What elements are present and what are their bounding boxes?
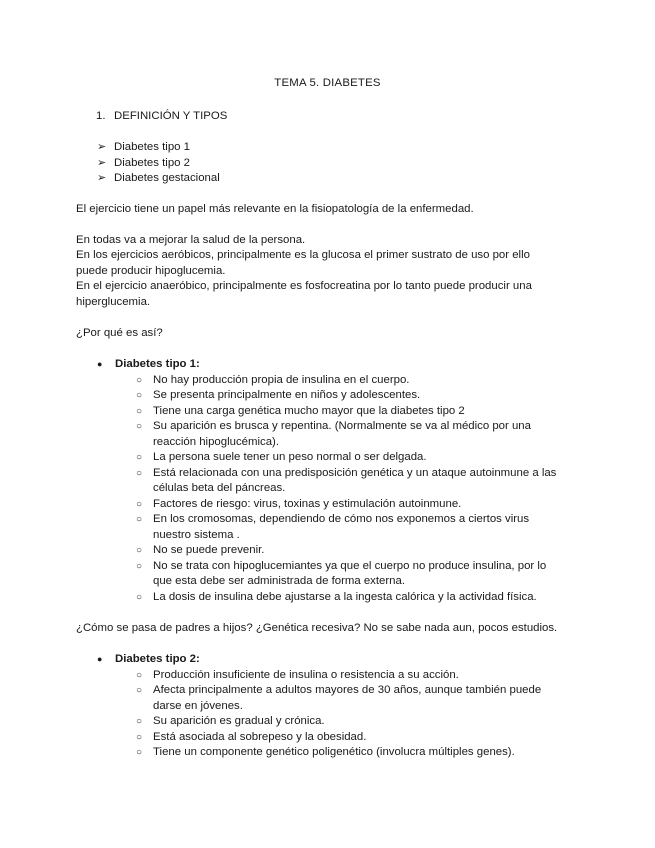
paragraph-line: puede producir hipoglucemia. xyxy=(76,265,226,277)
sub-list-item-continuation: nuestro sistema . xyxy=(153,529,240,541)
sub-list-item-continuation: que esta debe ser administrada de forma externa. xyxy=(153,575,406,587)
circle-bullet-icon: ○ xyxy=(136,561,143,572)
list-item: ➢ Diabetes gestacional xyxy=(97,172,220,184)
circle-bullet-icon: ○ xyxy=(136,670,143,681)
paragraph: El ejercicio tiene un papel más relevante en la fisiopatología de la enfermedad. xyxy=(76,203,474,215)
sub-list-item: ○ No se puede prevenir. xyxy=(136,544,265,556)
sub-list-item: ○ Tiene una carga genética mucho mayor que la diabetes tipo 2 xyxy=(136,405,465,417)
list-heading: ● Diabetes tipo 1: xyxy=(97,358,200,370)
sub-list-item: ○ No hay producción propia de insulina en el cuerpo. xyxy=(136,374,410,386)
sub-list-item: ○ Afecta principalmente a adultos mayores de 30 años, aunque también puede xyxy=(136,684,542,696)
paragraph-line: En todas va a mejorar la salud de la persona. xyxy=(76,234,306,246)
circle-bullet-icon: ○ xyxy=(136,499,143,510)
sub-list-item: ○ Está asociada al sobrepeso y la obesidad. xyxy=(136,731,367,743)
sub-list-item: ○ Su aparición es brusca y repentina. (Normalmente se va al médico por una xyxy=(136,420,531,432)
sub-list-item: ○ La dosis de insulina debe ajustarse a la ingesta calórica y la actividad física. xyxy=(136,591,537,603)
circle-bullet-icon: ○ xyxy=(136,545,143,556)
circle-bullet-icon: ○ xyxy=(136,406,143,417)
sub-list-item-continuation: reacción hipoglucémica). xyxy=(153,436,279,448)
section-heading xyxy=(96,109,227,124)
circle-bullet-icon: ○ xyxy=(136,390,143,401)
sub-list-item: ○ Está relacionada con una predisposición genética y un ataque autoinmune a las xyxy=(136,467,557,479)
section-heading-text: DEFINICIÓN Y TIPOS xyxy=(114,110,228,122)
circle-bullet-icon: ○ xyxy=(136,375,143,386)
circle-bullet-icon: ○ xyxy=(136,592,143,603)
list-item: ➢ Diabetes tipo 2 xyxy=(97,157,190,169)
circle-bullet-icon: ○ xyxy=(136,421,143,432)
circle-bullet-icon: ○ xyxy=(136,747,143,758)
list-heading: ● Diabetes tipo 2: xyxy=(97,653,200,665)
circle-bullet-icon: ○ xyxy=(136,732,143,743)
question-text: ¿Por qué es así? xyxy=(76,327,163,339)
paragraph-line: En los ejercicios aeróbicos, principalmente es la glucosa el primer sustrato de uso por ello xyxy=(76,249,530,261)
sub-list-item: ○ Factores de riesgo: virus, toxinas y estimulación autoinmune. xyxy=(136,498,462,510)
sub-list-item-continuation: células beta del páncreas. xyxy=(153,482,286,494)
section-number: 1. xyxy=(96,110,106,122)
list-item: ➢ Diabetes tipo 1 xyxy=(97,141,190,153)
sub-list-item: ○ Se presenta principalmente en niños y adolescentes. xyxy=(136,389,421,401)
paragraph: ¿Cómo se pasa de padres a hijos? ¿Genética recesiva? No se sabe nada aun, pocos estudios. xyxy=(76,622,558,634)
sub-list-item: ○ Tiene un componente genético poligenético (involucra múltiples genes). xyxy=(136,746,515,758)
sub-list-item: ○ No se trata con hipoglucemiantes ya que el cuerpo no produce insulina, por lo xyxy=(136,560,547,572)
page-title: TEMA 5. DIABETES xyxy=(274,77,381,89)
arrow-bullet-icon: ➢ xyxy=(97,157,107,169)
circle-bullet-icon: ○ xyxy=(136,452,143,463)
bullet-icon: ● xyxy=(97,654,103,664)
paragraph-line: En el ejercicio anaeróbico, principalmente es fosfocreatina por lo tanto puede producir una xyxy=(76,280,532,292)
circle-bullet-icon: ○ xyxy=(136,685,143,696)
circle-bullet-icon: ○ xyxy=(136,716,143,727)
sub-list-item: ○ La persona suele tener un peso normal o ser delgada. xyxy=(136,451,427,463)
sub-list-item: ○ En los cromosomas, dependiendo de cómo nos exponemos a ciertos virus xyxy=(136,513,530,525)
paragraph-line: hiperglucemia. xyxy=(76,296,151,308)
sub-list-item: ○ Su aparición es gradual y crónica. xyxy=(136,715,325,727)
circle-bullet-icon: ○ xyxy=(136,468,143,479)
bullet-icon: ● xyxy=(97,359,103,369)
arrow-bullet-icon: ➢ xyxy=(97,141,107,153)
arrow-bullet-icon: ➢ xyxy=(97,172,107,184)
sub-list-item: ○ Producción insuficiente de insulina o resistencia a su acción. xyxy=(136,669,459,681)
circle-bullet-icon: ○ xyxy=(136,514,143,525)
sub-list-item-continuation: darse en jóvenes. xyxy=(153,700,243,712)
